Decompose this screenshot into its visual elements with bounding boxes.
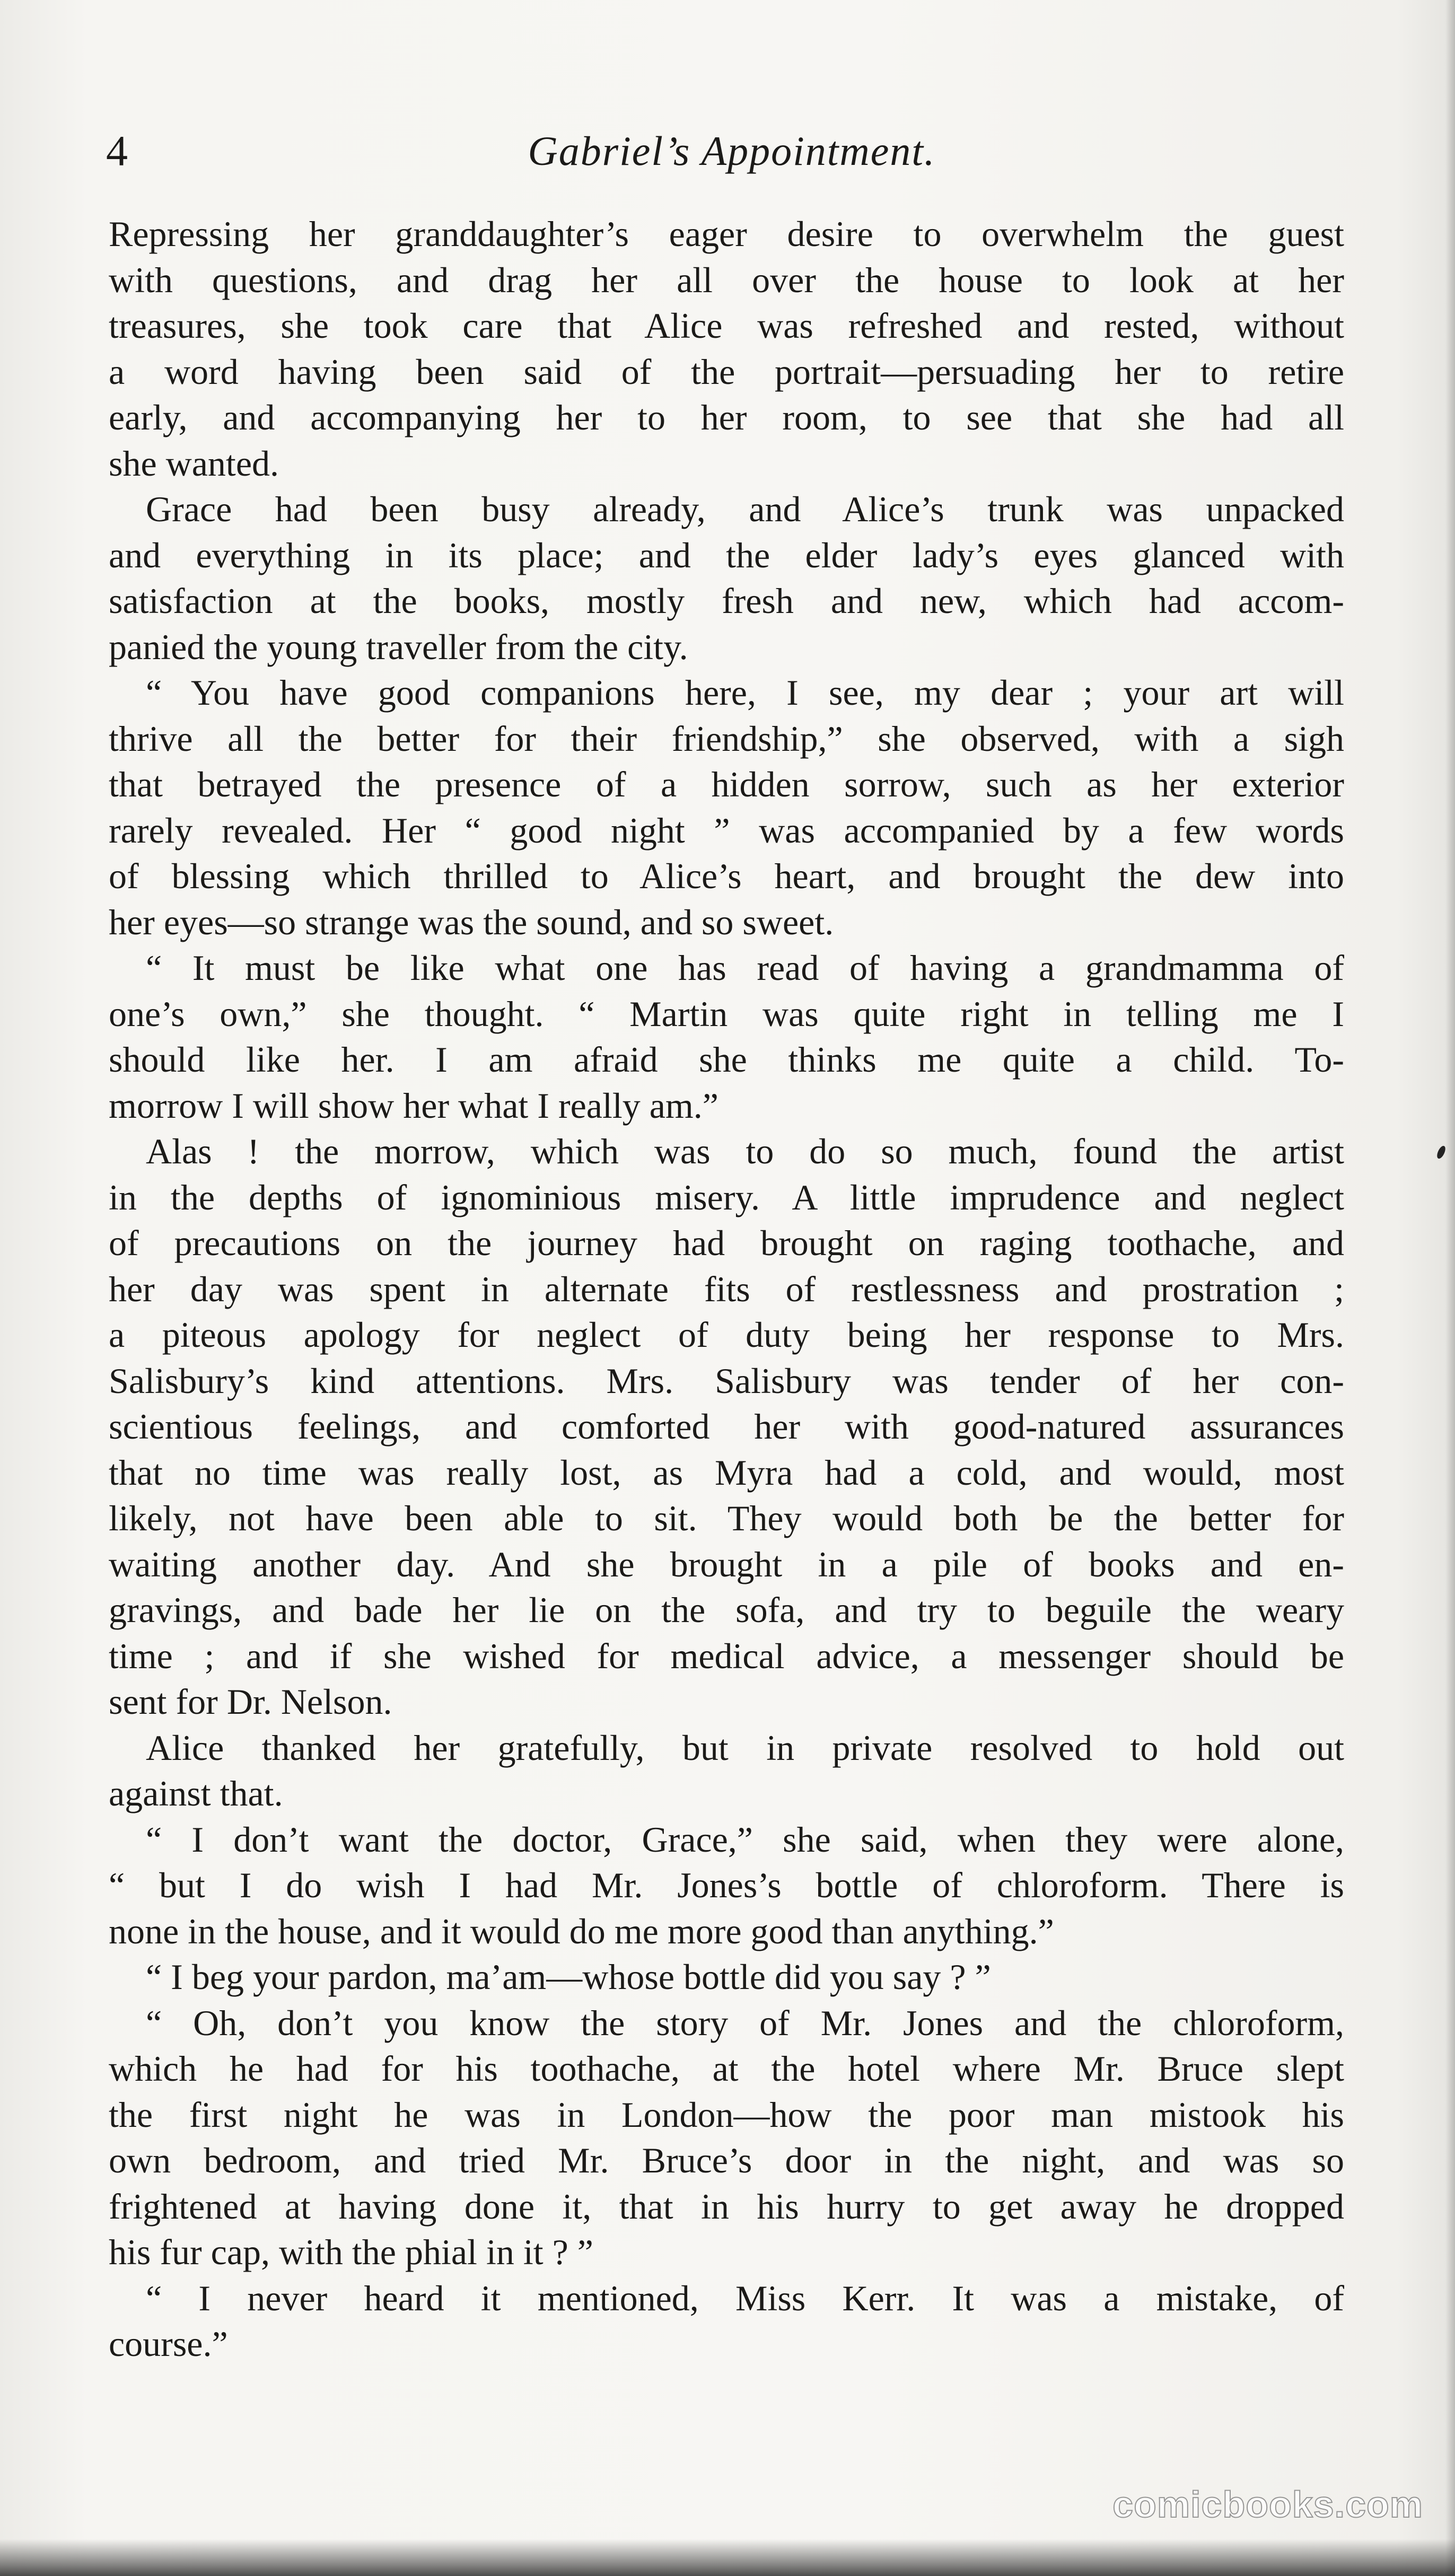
text-line: Salisbury’s kind attentions. Mrs. Salisbury was tender of her con- bbox=[109, 1360, 1344, 1401]
page-header bbox=[106, 119, 1357, 183]
text-line: likely, not have been able to sit. They would both be the better for bbox=[109, 1498, 1344, 1538]
text-line: “ I never heard it mentioned, Miss Kerr. It was a mistake, of bbox=[146, 2277, 1344, 2318]
text-line: Repressing her granddaughter’s eager desire to overwhelm the guest bbox=[109, 214, 1344, 254]
text-line: waiting another day. And she brought in a pile of books and en- bbox=[109, 1544, 1344, 1584]
text-line: a piteous apology for neglect of duty being her response to Mrs. bbox=[109, 1315, 1344, 1355]
page-edge-shadow bbox=[1445, 0, 1455, 2576]
text-line: should like her. I am afraid she thinks me quite a child. To- bbox=[109, 1039, 1344, 1080]
page-number: 4 bbox=[106, 127, 128, 175]
text-line: and everything in its place; and the elder lady’s eyes glanced with bbox=[109, 535, 1344, 575]
text-line: that no time was really lost, as Myra had a cold, and would, most bbox=[109, 1452, 1344, 1493]
scan-bottom-edge bbox=[0, 2539, 1455, 2576]
text-line: own bedroom, and tried Mr. Bruce’s door in the night, and was so bbox=[109, 2140, 1344, 2180]
text-line: Alas ! the morrow, which was to do so much, found the artist bbox=[146, 1131, 1344, 1171]
text-line: “ but I do wish I had Mr. Jones’s bottle of chloroform. There is bbox=[109, 1865, 1344, 1905]
body-text bbox=[109, 211, 1344, 2367]
text-line: Alice thanked her gratefully, but in private resolved to hold out bbox=[146, 1727, 1344, 1768]
text-line: time ; and if she wished for medical advice, a messenger should be bbox=[109, 1635, 1344, 1676]
text-line: with questions, and drag her all over the house to look at her bbox=[109, 259, 1344, 300]
text-line: none in the house, and it would do me more good than anything.” bbox=[109, 1911, 1054, 1951]
text-line: “ You have good companions here, I see, my dear ; your art will bbox=[146, 672, 1344, 713]
text-line: his fur cap, with the phial in it ? ” bbox=[109, 2232, 593, 2272]
text-line: against that. bbox=[109, 1773, 283, 1813]
text-line: satisfaction at the books, mostly fresh and new, which had accom- bbox=[109, 581, 1344, 621]
text-line: morrow I will show her what I really am.” bbox=[109, 1085, 718, 1126]
text-line: course.” bbox=[109, 2324, 228, 2364]
text-line: Grace had been busy already, and Alice’s trunk was unpacked bbox=[146, 489, 1344, 529]
text-line: that betrayed the presence of a hidden sorrow, such as her exterior bbox=[109, 764, 1344, 804]
text-line: the first night he was in London—how the poor man mistook his bbox=[109, 2094, 1344, 2135]
text-line: of blessing which thrilled to Alice’s heart, and brought the dew into bbox=[109, 856, 1344, 896]
text-line: her day was spent in alternate fits of restlessness and prostration ; bbox=[109, 1268, 1344, 1309]
text-line: of precautions on the journey had brought on raging toothache, and bbox=[109, 1223, 1344, 1263]
text-line: treasures, she took care that Alice was refreshed and rested, without bbox=[109, 305, 1344, 346]
watermark: comicbooks.com bbox=[1112, 2484, 1423, 2525]
text-line: “ Oh, don’t you know the story of Mr. Jones and the chloroform, bbox=[146, 2002, 1344, 2043]
text-line: she wanted. bbox=[109, 443, 279, 484]
text-line: which he had for his toothache, at the hotel where Mr. Bruce slept bbox=[109, 2048, 1344, 2089]
text-line: early, and accompanying her to her room, to see that she had all bbox=[109, 397, 1344, 437]
text-line: one’s own,” she thought. “ Martin was quite right in telling me I bbox=[109, 993, 1344, 1034]
text-line: a word having been said of the portrait—persuading her to retire bbox=[109, 351, 1344, 392]
text-line: “ I beg your pardon, ma’am—whose bottle did you say ? ” bbox=[146, 1957, 991, 1997]
text-line: “ I don’t want the doctor, Grace,” she said, when they were alone, bbox=[146, 1819, 1344, 1860]
text-line: her eyes—so strange was the sound, and so sweet. bbox=[109, 901, 834, 942]
text-line: sent for Dr. Nelson. bbox=[109, 1681, 392, 1722]
text-line: in the depths of ignominious misery. A little imprudence and neglect bbox=[109, 1177, 1344, 1217]
text-line: thrive all the better for their friendship,” she observed, with a sigh bbox=[109, 718, 1344, 759]
text-line: frightened at having done it, that in his hurry to get away he dropped bbox=[109, 2186, 1344, 2227]
text-line: panied the young traveller from the city. bbox=[109, 626, 688, 667]
text-line: “ It must be like what one has read of having a grandmamma of bbox=[146, 948, 1344, 988]
running-title: Gabriel’s Appointment. bbox=[528, 128, 936, 174]
text-line: rarely revealed. Her “ good night ” was accompanied by a few words bbox=[109, 810, 1344, 851]
text-line: scientious feelings, and comforted her with good-natured assurances bbox=[109, 1406, 1344, 1447]
text-line: gravings, and bade her lie on the sofa, and try to beguile the weary bbox=[109, 1590, 1344, 1630]
